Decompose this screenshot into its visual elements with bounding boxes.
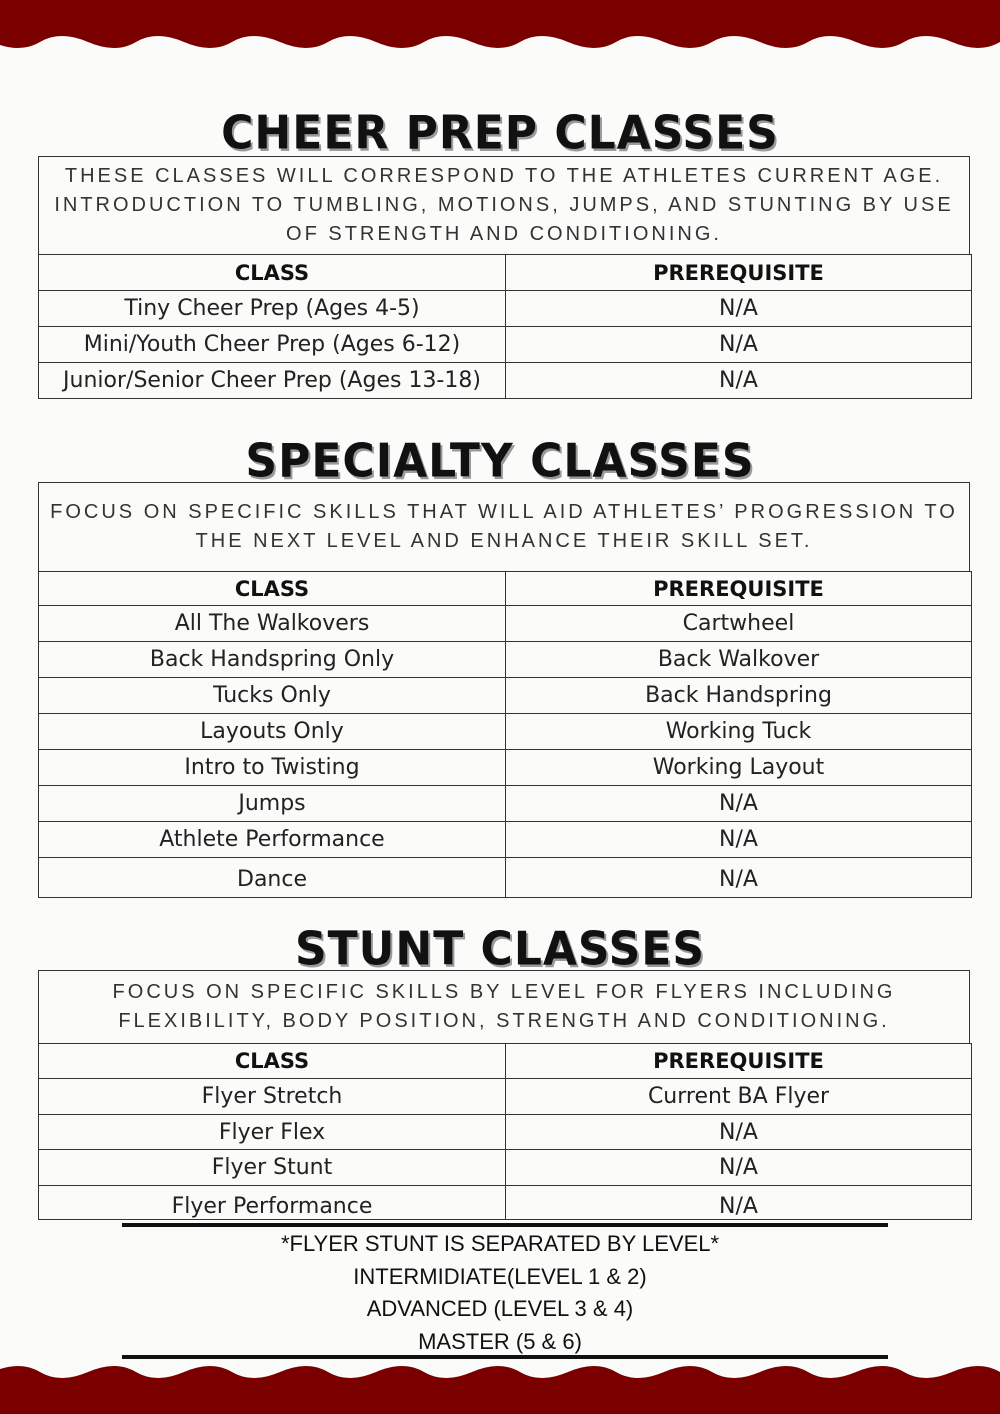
prerequisite: N/A <box>506 786 972 822</box>
note-line: ADVANCED (LEVEL 3 & 4) <box>366 1296 634 1321</box>
table-header-row <box>39 255 972 291</box>
specialty-description <box>38 482 970 572</box>
table-row <box>39 750 972 786</box>
note-line: *FLYER STUNT IS SEPARATED BY LEVEL* <box>280 1231 720 1256</box>
prerequisite: N/A <box>506 1115 972 1150</box>
stunt-description-text: FOCUS ON SPECIFIC SKILLS BY LEVEL FOR FLYERS INCLUDING FLEXIBILITY, BODY POSITION, STRENGTH AND CONDITIONING. <box>112 981 896 1032</box>
cheer-prep-description <box>38 156 970 255</box>
prerequisite: N/A <box>506 327 972 363</box>
stunt-title: STUNT CLASSES <box>294 922 706 977</box>
stunt-description <box>38 970 970 1044</box>
class-name: Layouts Only <box>39 714 506 750</box>
table-row <box>39 363 972 399</box>
class-name: Tiny Cheer Prep (Ages 4-5) <box>39 291 506 327</box>
table-row <box>39 1115 972 1150</box>
table-row <box>39 642 972 678</box>
top-divider <box>122 1223 888 1227</box>
cheer-prep-description-text: THESE CLASSES WILL CORRESPOND TO THE ATHLETES CURRENT AGE. INTRODUCTION TO TUMBLING, MOTIONS, JUMPS, AND STUNTING BY USE OF STRENGTH AND CONDITIONING. <box>54 165 954 245</box>
prerequisite: Back Handspring <box>506 678 972 714</box>
class-name: Junior/Senior Cheer Prep (Ages 13-18) <box>39 363 506 399</box>
table-row <box>39 858 972 898</box>
prerequisite: N/A <box>506 858 972 898</box>
class-name: Jumps <box>39 786 506 822</box>
specialty-title: SPECIALTY CLASSES <box>245 434 755 489</box>
stunt-table <box>38 1043 972 1220</box>
prerequisite: Current BA Flyer <box>506 1079 972 1115</box>
prerequisite: Working Layout <box>506 750 972 786</box>
header-class: CLASS <box>39 255 506 291</box>
table-row <box>39 327 972 363</box>
specialty-description-text: FOCUS ON SPECIFIC SKILLS THAT WILL AID ATHLETES’ PROGRESSION TO THE NEXT LEVEL AND ENHANCE THEIR SKILL SET. <box>50 501 958 552</box>
header-class: CLASS <box>39 1044 506 1079</box>
class-name: All The Walkovers <box>39 606 506 642</box>
class-name: Flyer Performance <box>39 1186 506 1220</box>
class-name: Dance <box>39 858 506 898</box>
prerequisite: Back Walkover <box>506 642 972 678</box>
prerequisite: N/A <box>506 822 972 858</box>
table-row <box>39 786 972 822</box>
prerequisite: N/A <box>506 363 972 399</box>
note-line: MASTER (5 & 6) <box>418 1328 582 1354</box>
class-name: Flyer Stunt <box>39 1150 506 1186</box>
class-name: Back Handspring Only <box>39 642 506 678</box>
flyer-stunt-notes <box>0 1228 1000 1358</box>
table-row <box>39 1150 972 1186</box>
prerequisite: Cartwheel <box>506 606 972 642</box>
table-row <box>39 1079 972 1115</box>
prerequisite: N/A <box>506 291 972 327</box>
table-row <box>39 714 972 750</box>
class-name: Intro to Twisting <box>39 750 506 786</box>
prerequisite: N/A <box>506 1186 972 1220</box>
cheer-prep-title: CHEER PREP CLASSES <box>221 106 779 161</box>
specialty-table <box>38 571 972 898</box>
bottom-wave-border <box>0 1354 1000 1414</box>
table-row <box>39 822 972 858</box>
header-prerequisite: PREREQUISITE <box>506 255 972 291</box>
table-row <box>39 291 972 327</box>
header-prerequisite: PREREQUISITE <box>506 572 972 606</box>
class-name: Tucks Only <box>39 678 506 714</box>
table-header-row <box>39 572 972 606</box>
class-name: Mini/Youth Cheer Prep (Ages 6-12) <box>39 327 506 363</box>
class-name: Flyer Flex <box>39 1115 506 1150</box>
header-class: CLASS <box>39 572 506 606</box>
class-name: Flyer Stretch <box>39 1079 506 1115</box>
class-name: Athlete Performance <box>39 822 506 858</box>
cheer-prep-table <box>38 254 972 399</box>
header-prerequisite: PREREQUISITE <box>506 1044 972 1079</box>
prerequisite: Working Tuck <box>506 714 972 750</box>
table-row <box>39 1186 972 1220</box>
top-wave-border <box>0 0 1000 60</box>
note-line: INTERMIDIATE(LEVEL 1 & 2) <box>353 1263 647 1289</box>
table-header-row <box>39 1044 972 1079</box>
prerequisite: N/A <box>506 1150 972 1186</box>
table-row <box>39 678 972 714</box>
table-row <box>39 606 972 642</box>
